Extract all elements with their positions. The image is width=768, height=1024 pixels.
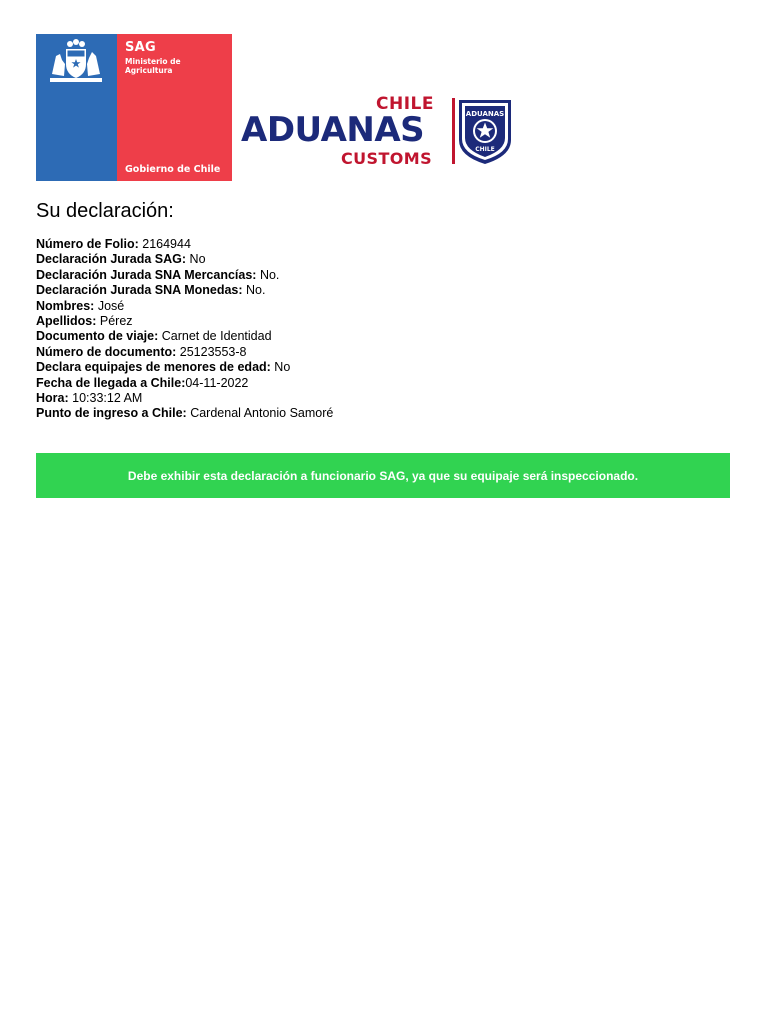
sag-title: SAG — [125, 40, 156, 55]
field-nombres — [36, 299, 736, 314]
sag-logo-red-panel — [117, 34, 232, 181]
field-label: Número de documento: — [36, 344, 177, 359]
inspection-notice-text: Debe exhibir esta declaración a funcionario SAG, ya que su equipaje será inspeccionado. — [127, 468, 639, 483]
aduanas-shield-icon — [452, 96, 514, 166]
field-value: No — [270, 360, 291, 375]
field-label: Nombres: — [36, 298, 95, 313]
field-label: Número de Folio: — [36, 237, 139, 251]
field-sag — [36, 252, 736, 267]
field-numero-documento — [36, 345, 736, 360]
field-equipajes-menores — [36, 360, 736, 375]
field-sna-monedas — [36, 283, 736, 298]
aduanas-logo — [240, 92, 520, 172]
field-value: No. — [242, 283, 266, 298]
sag-ministry-line1: Ministerio de — [125, 57, 181, 66]
field-punto-ingreso — [36, 406, 736, 421]
field-label: Punto de ingreso a Chile: — [36, 406, 187, 421]
sag-ministry-line2: Agricultura — [125, 66, 173, 75]
sag-logo — [36, 34, 232, 181]
field-label: Apellidos: — [36, 314, 97, 329]
field-value: Cardenal Antonio Samoré — [186, 406, 334, 421]
aduanas-customs-text: CUSTOMS — [341, 149, 433, 168]
sag-ministry — [125, 57, 181, 75]
inspection-notice-banner — [36, 453, 730, 498]
field-value: 2164944 — [138, 237, 191, 251]
field-value: No — [186, 252, 206, 267]
aduanas-name-text: ADUANAS — [241, 110, 425, 150]
declaration-fields — [36, 237, 736, 422]
field-folio — [36, 237, 736, 252]
field-value: 10:33:12 AM — [68, 391, 143, 406]
aduanas-shield-bottom-text: CHILE — [475, 146, 495, 153]
field-apellidos — [36, 314, 736, 329]
field-label: Fecha de llegada a Chile: — [36, 375, 186, 390]
field-sna-mercancias — [36, 268, 736, 283]
field-label: Declaración Jurada SNA Mercancías: — [36, 267, 257, 282]
chile-coat-of-arms-icon — [42, 38, 110, 86]
sag-logo-blue-panel — [36, 34, 117, 181]
field-value: No. — [256, 267, 280, 282]
aduanas-shield-top-text: ADUANAS — [465, 110, 505, 118]
field-label: Declara equipajes de menores de edad: — [36, 360, 271, 375]
field-value: 25123553-8 — [176, 344, 247, 359]
field-value: Carnet de Identidad — [158, 329, 272, 344]
field-hora — [36, 391, 736, 406]
field-value: Pérez — [96, 314, 133, 329]
field-label: Documento de viaje: — [36, 329, 159, 344]
field-value: 04-11-2022 — [185, 375, 249, 390]
field-label: Declaración Jurada SNA Monedas: — [36, 283, 243, 298]
aduanas-chile-text: CHILE — [376, 94, 434, 114]
page-title: Su declaración: — [36, 200, 174, 222]
field-fecha-llegada — [36, 376, 736, 391]
field-label: Declaración Jurada SAG: — [36, 252, 187, 267]
sag-government: Gobierno de Chile — [125, 164, 221, 175]
field-value: José — [94, 298, 125, 313]
field-label: Hora: — [36, 391, 69, 406]
field-documento-viaje — [36, 329, 736, 344]
